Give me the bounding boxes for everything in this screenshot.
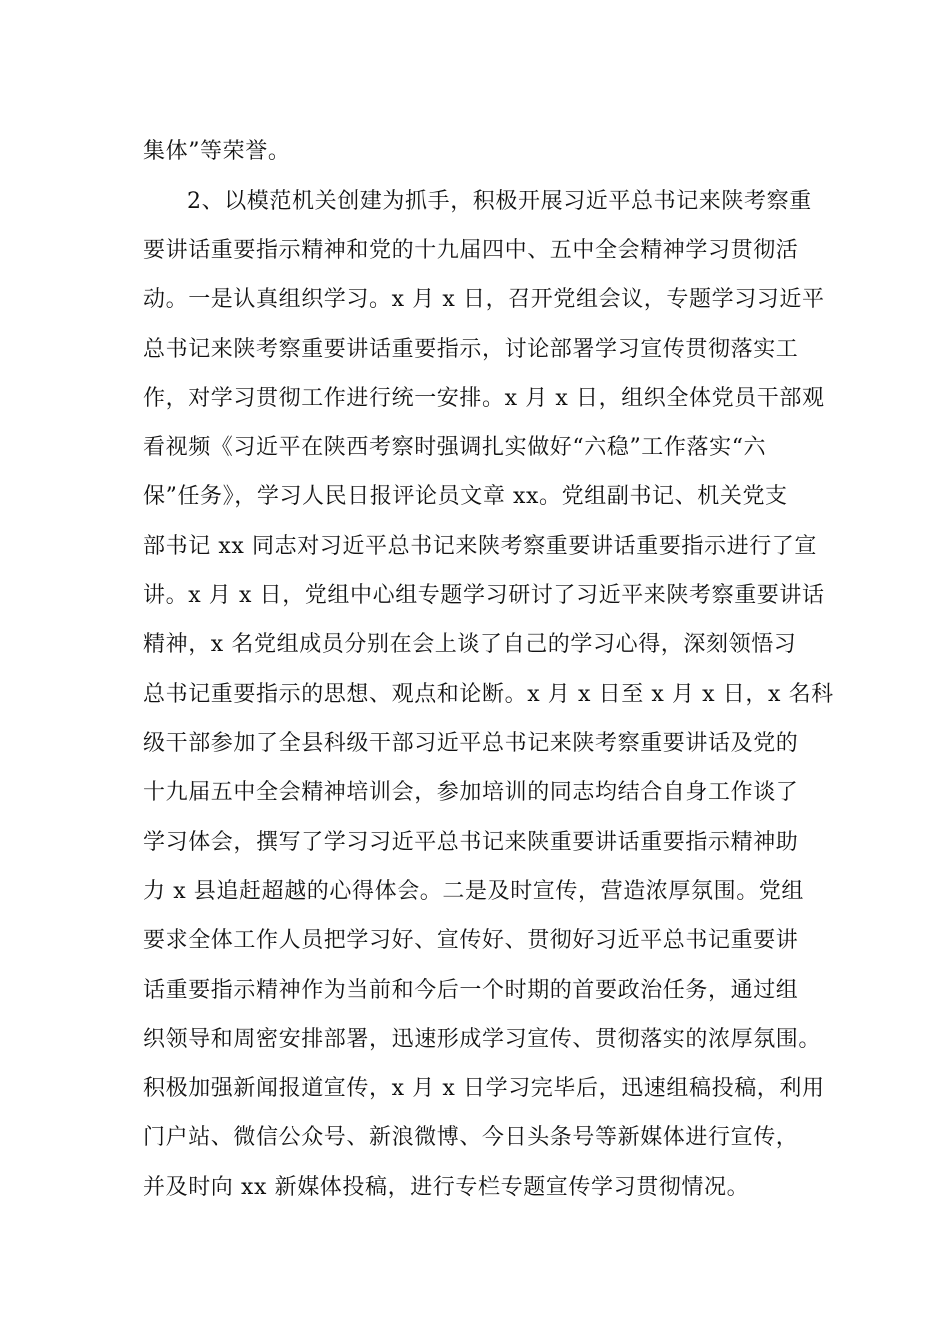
text-line: 要讲话重要指示精神和党的十九届四中、五中全会精神学习贯彻活 [143,238,799,263]
text-line: 门户站、微信公众号、新浪微博、今日头条号等新媒体进行宣传， [143,1125,799,1150]
text-line: 积极加强新闻报道宣传，x 月 x 日学习完毕后，迅速组稿投稿，利用 [143,1076,825,1101]
text-line: 十九届五中全会精神培训会，参加培训的同志均结合自身工作谈了 [143,780,799,805]
text-line: 并及时向 xx 新媒体投稿，进行专栏专题宣传学习贯彻情况。 [143,1175,750,1200]
text-line: 力 x 县追赶超越的心得体会。二是及时宣传，营造浓厚氛围。党组 [143,879,804,904]
text-line: 2、以模范机关创建为抓手，积极开展习近平总书记来陕考察重 [187,189,812,214]
text-line: 学习体会，撰写了学习习近平总书记来陕重要讲话重要指示精神助 [143,830,799,855]
text-line: 作，对学习贯彻工作进行统一安排。x 月 x 日，组织全体党员干部观 [143,386,825,411]
text-line: 讲。x 月 x 日，党组中心组专题学习研讨了习近平来陕考察重要讲话 [143,583,825,608]
text-line: 话重要指示精神作为当前和今后一个时期的首要政治任务，通过组 [143,978,799,1003]
text-line: 动。一是认真组织学习。x 月 x 日，召开党组会议，专题学习习近平 [143,287,825,312]
text-line: 精神，x 名党组成员分别在会上谈了自己的学习心得，深刻领悟习 [143,632,797,657]
text-line: 总书记重要指示的思想、观点和论断。x 月 x 日至 x 月 x 日，x 名科 [143,682,834,707]
text-line: 要求全体工作人员把学习好、宣传好、贯彻好习近平总书记重要讲 [143,928,799,953]
text-line: 级干部参加了全县科级干部习近平总书记来陕考察重要讲话及党的 [143,731,799,756]
text-line: 保”任务》，学习人民日报评论员文章 xx。党组副书记、机关党支 [143,484,788,509]
text-line: 织领导和周密安排部署，迅速形成学习宣传、贯彻落实的浓厚氛围。 [143,1027,822,1052]
text-line: 看视频《习近平在陕西考察时强调扎实做好“六稳”工作落实“六 [143,435,767,460]
text-line: 集体”等荣誉。 [143,139,291,164]
text-line: 总书记来陕考察重要讲话重要指示，讨论部署学习宣传贯彻落实工 [143,337,799,362]
text-line: 部书记 xx 同志对习近平总书记来陕考察重要讲话重要指示进行了宣 [143,534,818,559]
